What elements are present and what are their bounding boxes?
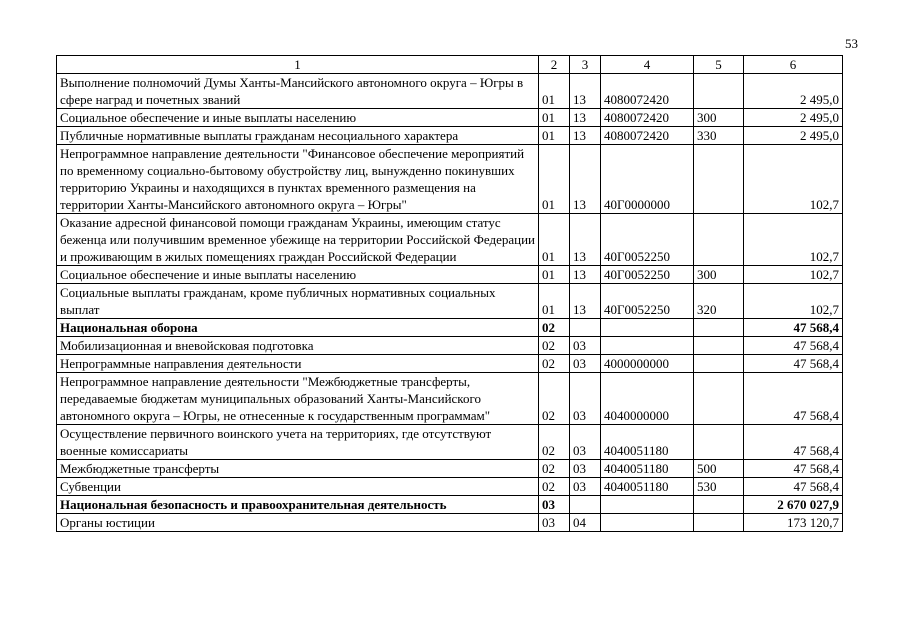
cell-name: Непрограммное направление деятельности "Финансовое обеспечение мероприятий по временному социально-бытовому обустройству лиц, вынужденно покинувших территорию Украины и находящихся в пунктах временного размещения на территории Ханты-Мансийского автономного округа – Югры" (57, 145, 539, 214)
cell-amount: 47 568,4 (744, 355, 843, 373)
cell-amount: 47 568,4 (744, 478, 843, 496)
cell-csr: 4080072420 (601, 74, 694, 109)
cell-name: Публичные нормативные выплаты гражданам несоциального характера (57, 127, 539, 145)
cell-rz: 01 (539, 284, 570, 319)
table-row (57, 284, 843, 319)
table-row (57, 496, 843, 514)
cell-csr: 4040051180 (601, 425, 694, 460)
cell-pr: 04 (570, 514, 601, 532)
table-header-row (57, 56, 843, 74)
cell-name: Социальное обеспечение и иные выплаты населению (57, 266, 539, 284)
cell-pr: 03 (570, 355, 601, 373)
table-row (57, 266, 843, 284)
table-row (57, 514, 843, 532)
cell-vr (694, 496, 744, 514)
header-cell-rz: 2 (539, 56, 570, 74)
cell-rz: 02 (539, 337, 570, 355)
cell-csr: 4080072420 (601, 109, 694, 127)
header-cell-amount: 6 (744, 56, 843, 74)
cell-amount: 2 495,0 (744, 74, 843, 109)
cell-pr (570, 496, 601, 514)
cell-rz: 02 (539, 478, 570, 496)
table-row (57, 478, 843, 496)
cell-vr (694, 214, 744, 266)
cell-vr: 300 (694, 266, 744, 284)
table-row (57, 337, 843, 355)
cell-vr (694, 425, 744, 460)
cell-csr: 4000000000 (601, 355, 694, 373)
cell-name: Мобилизационная и вневойсковая подготовка (57, 337, 539, 355)
cell-csr: 4040000000 (601, 373, 694, 425)
cell-rz: 01 (539, 266, 570, 284)
cell-rz: 03 (539, 514, 570, 532)
cell-pr: 13 (570, 266, 601, 284)
table-row (57, 74, 843, 109)
table-row (57, 460, 843, 478)
cell-rz: 01 (539, 74, 570, 109)
table-row (57, 355, 843, 373)
cell-rz: 01 (539, 109, 570, 127)
table-row (57, 319, 843, 337)
cell-rz: 02 (539, 425, 570, 460)
table-row (57, 145, 843, 214)
header-cell-pr: 3 (570, 56, 601, 74)
cell-pr: 13 (570, 145, 601, 214)
cell-csr: 4080072420 (601, 127, 694, 145)
cell-name: Национальная оборона (57, 319, 539, 337)
cell-name: Межбюджетные трансферты (57, 460, 539, 478)
cell-rz: 03 (539, 496, 570, 514)
cell-rz: 01 (539, 127, 570, 145)
cell-rz: 02 (539, 355, 570, 373)
cell-csr: 40Г0052250 (601, 284, 694, 319)
cell-vr (694, 337, 744, 355)
cell-vr: 300 (694, 109, 744, 127)
cell-vr: 320 (694, 284, 744, 319)
cell-amount: 2 495,0 (744, 127, 843, 145)
cell-vr (694, 319, 744, 337)
cell-pr: 13 (570, 284, 601, 319)
cell-amount: 47 568,4 (744, 373, 843, 425)
cell-name: Социальное обеспечение и иные выплаты населению (57, 109, 539, 127)
cell-csr: 40Г0052250 (601, 266, 694, 284)
cell-vr: 530 (694, 478, 744, 496)
cell-amount: 102,7 (744, 266, 843, 284)
cell-amount: 102,7 (744, 284, 843, 319)
cell-vr (694, 145, 744, 214)
cell-name: Непрограммные направления деятельности (57, 355, 539, 373)
cell-vr (694, 373, 744, 425)
cell-csr (601, 337, 694, 355)
header-cell-vr: 5 (694, 56, 744, 74)
budget-table (56, 55, 843, 532)
cell-amount: 102,7 (744, 214, 843, 266)
cell-rz: 02 (539, 373, 570, 425)
table-row (57, 214, 843, 266)
cell-vr (694, 355, 744, 373)
cell-pr: 03 (570, 337, 601, 355)
cell-pr: 13 (570, 74, 601, 109)
cell-vr (694, 514, 744, 532)
header-cell-name: 1 (57, 56, 539, 74)
cell-pr: 03 (570, 478, 601, 496)
cell-csr: 4040051180 (601, 478, 694, 496)
cell-amount: 2 495,0 (744, 109, 843, 127)
cell-name: Оказание адресной финансовой помощи гражданам Украины, имеющим статус беженца или получившим временное убежище на территории Российской Федерации и проживающим в жилых помещениях граждан Российской Федерации (57, 214, 539, 266)
table-row (57, 127, 843, 145)
page-number: 53 (845, 36, 858, 51)
cell-name: Органы юстиции (57, 514, 539, 532)
cell-vr: 500 (694, 460, 744, 478)
cell-pr (570, 319, 601, 337)
cell-rz: 01 (539, 214, 570, 266)
cell-amount: 47 568,4 (744, 319, 843, 337)
cell-amount: 47 568,4 (744, 337, 843, 355)
cell-vr: 330 (694, 127, 744, 145)
cell-name: Осуществление первичного воинского учета на территориях, где отсутствуют военные комиссариаты (57, 425, 539, 460)
cell-pr: 03 (570, 373, 601, 425)
table-row (57, 109, 843, 127)
cell-csr: 40Г0052250 (601, 214, 694, 266)
cell-amount: 47 568,4 (744, 460, 843, 478)
cell-pr: 13 (570, 214, 601, 266)
cell-rz: 02 (539, 319, 570, 337)
cell-name: Непрограммное направление деятельности "Межбюджетные трансферты, передаваемые бюджетам муниципальных образований Ханты-Мансийского автономного округа – Югры, не отнесенные к государственным программам" (57, 373, 539, 425)
cell-amount: 173 120,7 (744, 514, 843, 532)
cell-csr (601, 496, 694, 514)
cell-csr: 40Г0000000 (601, 145, 694, 214)
table-row (57, 425, 843, 460)
cell-name: Субвенции (57, 478, 539, 496)
cell-name: Выполнение полномочий Думы Ханты-Мансийского автономного округа – Югры в сфере наград и почетных званий (57, 74, 539, 109)
header-cell-csr: 4 (601, 56, 694, 74)
cell-rz: 01 (539, 145, 570, 214)
cell-pr: 03 (570, 460, 601, 478)
cell-vr (694, 74, 744, 109)
cell-csr (601, 319, 694, 337)
cell-name: Социальные выплаты гражданам, кроме публичных нормативных социальных выплат (57, 284, 539, 319)
cell-pr: 13 (570, 127, 601, 145)
cell-rz: 02 (539, 460, 570, 478)
cell-amount: 47 568,4 (744, 425, 843, 460)
cell-name: Национальная безопасность и правоохранительная деятельность (57, 496, 539, 514)
cell-amount: 102,7 (744, 145, 843, 214)
cell-csr: 4040051180 (601, 460, 694, 478)
cell-amount: 2 670 027,9 (744, 496, 843, 514)
table-row (57, 373, 843, 425)
cell-pr: 03 (570, 425, 601, 460)
cell-csr (601, 514, 694, 532)
cell-pr: 13 (570, 109, 601, 127)
